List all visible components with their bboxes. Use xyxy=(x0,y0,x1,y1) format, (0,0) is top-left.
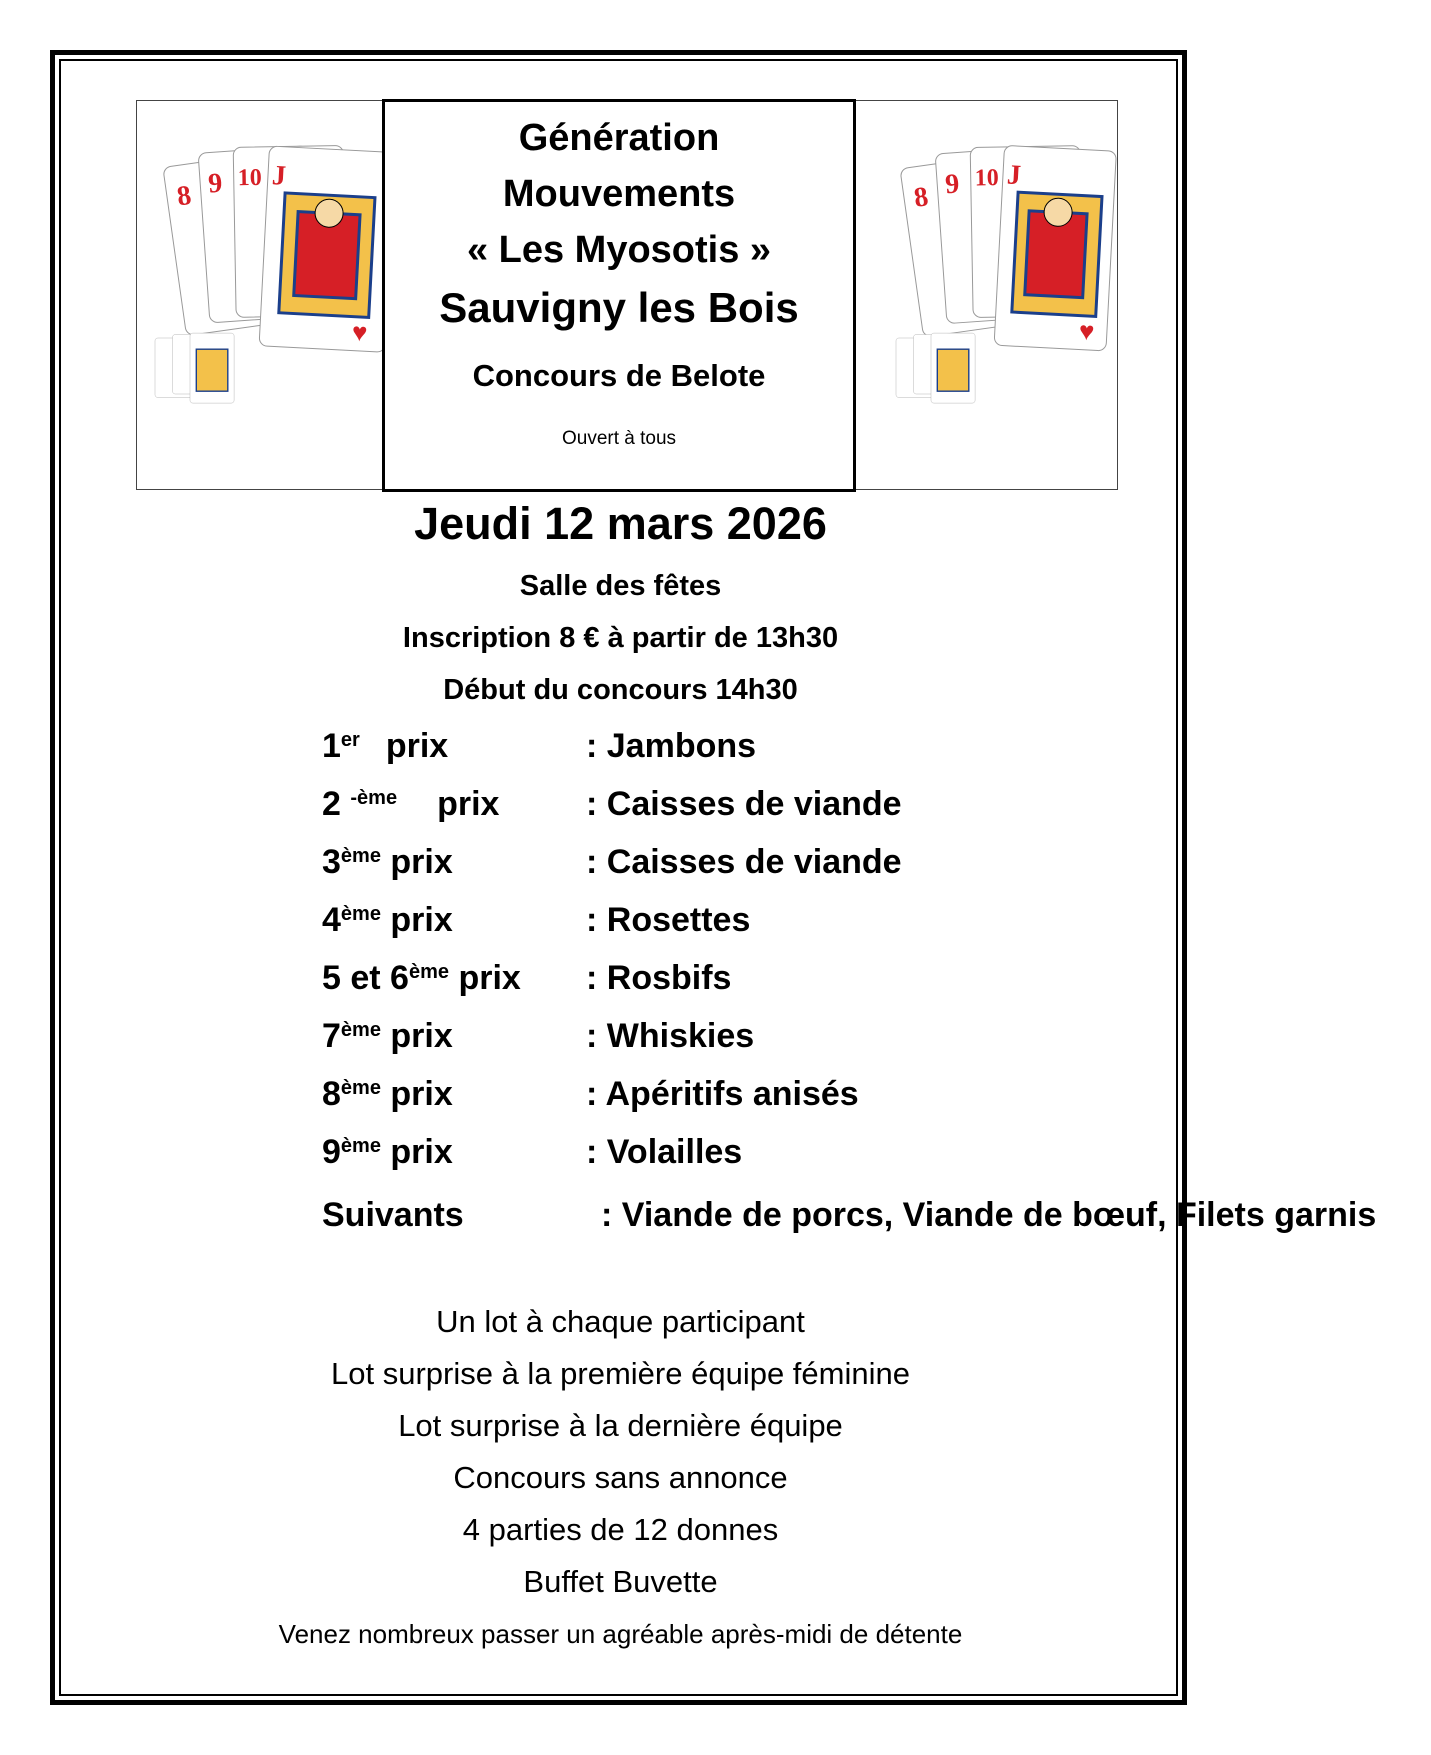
prize-row xyxy=(322,838,1122,896)
svg-text:9: 9 xyxy=(944,168,961,201)
prize-value: : Rosbifs xyxy=(586,959,732,997)
note-line: Concours sans annonce xyxy=(453,1460,788,1495)
prize-list xyxy=(322,722,1377,1302)
svg-text:♥: ♥ xyxy=(351,316,369,348)
playing-cards-image-left xyxy=(137,101,382,489)
prize-row xyxy=(322,780,1122,838)
prize-value: : Apéritifs anisés xyxy=(586,1075,859,1113)
prize-value: : Viande de porcs, Viande de bœuf, Filets garnis xyxy=(601,1196,1377,1234)
event-date: Jeudi 12 mars 2026 xyxy=(414,498,827,549)
svg-text:8: 8 xyxy=(912,181,931,214)
prize-rank: 9ème prix xyxy=(322,1133,453,1171)
svg-text:10: 10 xyxy=(237,164,262,192)
prize-rank: 7ème prix xyxy=(322,1017,453,1055)
event-registration: Inscription 8 € à partir de 13h30 xyxy=(402,622,839,654)
prize-row xyxy=(322,896,1122,954)
prize-rank: 4ème prix xyxy=(322,901,453,939)
prize-row xyxy=(322,1070,1122,1128)
event-start: Début du concours 14h30 xyxy=(443,674,798,706)
note-line: 4 parties de 12 donnes xyxy=(462,1512,779,1547)
prize-row-next xyxy=(322,1186,1377,1302)
note-line: Buffet Buvette xyxy=(523,1564,718,1599)
note-line: Un lot à chaque participant xyxy=(436,1304,805,1339)
event-subtitle: Concours de Belote xyxy=(472,358,766,393)
title-line-4: Sauvigny les Bois xyxy=(439,284,799,331)
title-box xyxy=(382,99,856,492)
prize-value: : Caisses de viande xyxy=(586,843,902,881)
prize-row xyxy=(322,722,1122,780)
prize-rank: 8ème prix xyxy=(322,1075,453,1113)
prize-value: : Rosettes xyxy=(586,901,751,939)
note-line: Lot surprise à la dernière équipe xyxy=(398,1408,843,1443)
title-line-1: Génération xyxy=(518,117,720,159)
title-line-2: Mouvements xyxy=(502,173,736,215)
note-line: Lot surprise à la première équipe féminine xyxy=(331,1356,910,1391)
prize-rank: 5 et 6ème prix xyxy=(322,959,521,997)
svg-text:10: 10 xyxy=(974,165,999,192)
title-line-3: « Les Myosotis » xyxy=(466,229,772,271)
playing-cards-image-right xyxy=(872,101,1117,489)
svg-text:J: J xyxy=(1006,159,1022,192)
prize-rank: 1er prix xyxy=(322,727,449,765)
prize-value: : Jambons xyxy=(586,727,757,765)
event-venue: Salle des fêtes xyxy=(519,570,722,602)
prize-rank: 2 $^{-ème}$ prix xyxy=(322,785,500,823)
prize-value: : Volailles xyxy=(586,1133,743,1171)
header-table xyxy=(136,100,1118,490)
svg-text:8: 8 xyxy=(174,179,194,213)
svg-text:9: 9 xyxy=(207,167,224,200)
prize-value: : Caisses de viande xyxy=(586,785,902,823)
prize-row xyxy=(322,954,1122,1012)
closing-line: Venez nombreux passer un agréable après-midi de détente xyxy=(278,1619,963,1649)
prize-row xyxy=(322,1012,1122,1070)
prize-row xyxy=(322,1128,1122,1186)
prize-rank: Suivants xyxy=(322,1196,464,1234)
svg-text:♥: ♥ xyxy=(1078,315,1096,347)
open-note: Ouvert à tous xyxy=(561,428,677,449)
svg-text:J: J xyxy=(271,160,287,192)
prize-rank: 3ème prix xyxy=(322,843,453,881)
prize-value: : Whiskies xyxy=(586,1017,755,1055)
